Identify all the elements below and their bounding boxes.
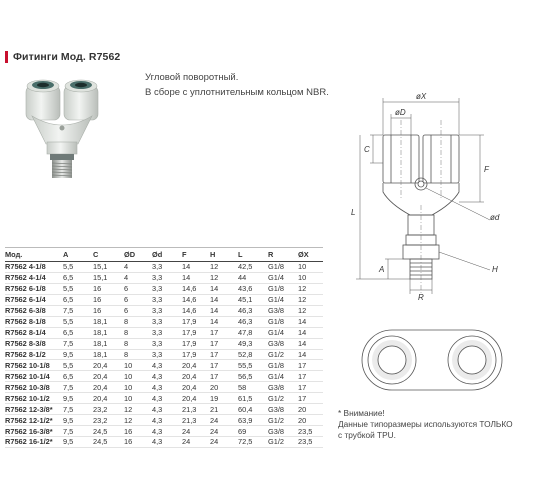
dim-label-phi-d-small: ød (490, 213, 500, 222)
value-cell: 3,3 (152, 305, 182, 316)
value-cell: 8 (124, 327, 152, 338)
value-cell: 56,5 (238, 371, 268, 382)
value-cell: 10 (124, 360, 152, 371)
value-cell: 12 (124, 404, 152, 415)
table-row (5, 327, 323, 338)
value-cell: 4,3 (152, 404, 182, 415)
value-cell: 15,1 (93, 272, 124, 283)
model-cell: R7562 10-1/2 (5, 393, 63, 404)
value-cell: 14 (182, 262, 210, 273)
value-cell: 24 (210, 426, 238, 437)
model-cell: R7562 4-1/8 (5, 262, 63, 273)
value-cell: 9,5 (63, 415, 93, 426)
value-cell: 4,3 (152, 382, 182, 393)
value-cell: 6 (124, 283, 152, 294)
value-cell: G1/2 (268, 437, 298, 448)
value-cell: 17,9 (182, 349, 210, 360)
value-cell: 21,3 (182, 404, 210, 415)
value-cell: 69 (238, 426, 268, 437)
value-cell: 43,6 (238, 283, 268, 294)
dim-label-phi-x: øX (416, 92, 427, 101)
value-cell: 23,2 (93, 415, 124, 426)
value-cell: 24 (182, 437, 210, 448)
column-header: Мод. (5, 248, 63, 262)
value-cell: 6,5 (63, 371, 93, 382)
dim-label-phi-d: øD (395, 108, 406, 117)
value-cell: 46,3 (238, 305, 268, 316)
value-cell: 20 (298, 415, 323, 426)
value-cell: 20,4 (93, 393, 124, 404)
value-cell: 24,5 (93, 426, 124, 437)
dim-label-l: L (351, 208, 356, 217)
value-cell: 44 (238, 272, 268, 283)
model-cell: R7562 16-1/2* (5, 437, 63, 448)
value-cell: 14 (210, 283, 238, 294)
column-header: L (238, 248, 268, 262)
value-cell: 14 (298, 338, 323, 349)
value-cell: 9,5 (63, 349, 93, 360)
table-row (5, 294, 323, 305)
table-row (5, 349, 323, 360)
value-cell: 14 (298, 316, 323, 327)
value-cell: 12 (124, 415, 152, 426)
value-cell: 6,5 (63, 327, 93, 338)
spec-table (5, 247, 323, 448)
value-cell: 3,3 (152, 283, 182, 294)
value-cell: 3,3 (152, 327, 182, 338)
value-cell: 20,4 (182, 360, 210, 371)
value-cell: 55,5 (238, 360, 268, 371)
value-cell: G1/4 (268, 371, 298, 382)
model-cell: R7562 16-3/8* (5, 426, 63, 437)
value-cell: 14 (182, 272, 210, 283)
value-cell: 5,5 (63, 316, 93, 327)
table-row (5, 316, 323, 327)
value-cell: 16 (124, 426, 152, 437)
value-cell: 46,3 (238, 316, 268, 327)
value-cell: 4 (124, 262, 152, 273)
table-row (5, 360, 323, 371)
value-cell: 18,1 (93, 327, 124, 338)
model-cell: R7562 8-1/4 (5, 327, 63, 338)
column-header: ØX (298, 248, 323, 262)
value-cell: 17 (210, 371, 238, 382)
value-cell: 17 (210, 338, 238, 349)
value-cell: 3,3 (152, 349, 182, 360)
value-cell: 16 (124, 437, 152, 448)
value-cell: 12 (298, 305, 323, 316)
value-cell: 10 (124, 382, 152, 393)
value-cell: 17 (210, 327, 238, 338)
product-photo (22, 72, 102, 182)
column-header: R (268, 248, 298, 262)
table-row (5, 393, 323, 404)
value-cell: 17 (298, 393, 323, 404)
value-cell: 7,5 (63, 404, 93, 415)
value-cell: 4,3 (152, 426, 182, 437)
value-cell: G1/2 (268, 415, 298, 426)
value-cell: 15,1 (93, 262, 124, 273)
model-cell: R7562 8-3/8 (5, 338, 63, 349)
value-cell: 18,1 (93, 338, 124, 349)
dim-label-r: R (418, 293, 424, 302)
model-cell: R7562 10-1/8 (5, 360, 63, 371)
table-row (5, 382, 323, 393)
table-row (5, 283, 323, 294)
value-cell: 4,3 (152, 371, 182, 382)
value-cell: 3,3 (152, 262, 182, 273)
value-cell: 14,6 (182, 294, 210, 305)
value-cell: G1/4 (268, 272, 298, 283)
value-cell: 16 (93, 294, 124, 305)
description-line-2: В сборе с уплотнительным кольцом NBR. (145, 87, 329, 98)
model-cell: R7562 10-3/8 (5, 382, 63, 393)
column-header: Ød (152, 248, 182, 262)
value-cell: G3/8 (268, 305, 298, 316)
value-cell: 23,2 (93, 404, 124, 415)
value-cell: 42,5 (238, 262, 268, 273)
column-header: H (210, 248, 238, 262)
value-cell: G1/8 (268, 360, 298, 371)
model-cell: R7562 12-1/2* (5, 415, 63, 426)
value-cell: 8 (124, 316, 152, 327)
dim-label-h: H (492, 265, 498, 274)
value-cell: 17 (210, 349, 238, 360)
table-row (5, 262, 323, 273)
value-cell: 3,3 (152, 272, 182, 283)
note-line-1: * Внимание! (338, 408, 385, 418)
value-cell: 4 (124, 272, 152, 283)
value-cell: 20,4 (93, 360, 124, 371)
value-cell: 20,4 (93, 371, 124, 382)
value-cell: 14 (298, 327, 323, 338)
model-cell: R7562 10-1/4 (5, 371, 63, 382)
value-cell: 14 (210, 316, 238, 327)
value-cell: G1/8 (268, 262, 298, 273)
value-cell: 24 (210, 415, 238, 426)
value-cell: 12 (210, 272, 238, 283)
value-cell: 63,9 (238, 415, 268, 426)
accent-bar (5, 51, 8, 63)
table-header-row (5, 248, 323, 262)
table-row (5, 426, 323, 437)
value-cell: G1/2 (268, 349, 298, 360)
technical-drawing-side (330, 80, 540, 310)
dim-label-f: F (484, 165, 489, 174)
table-row (5, 338, 323, 349)
value-cell: 14 (210, 294, 238, 305)
note-line-3: с трубкой TPU. (338, 430, 396, 440)
value-cell: 17 (298, 371, 323, 382)
value-cell: 45,1 (238, 294, 268, 305)
value-cell: 4,3 (152, 415, 182, 426)
value-cell: 18,1 (93, 349, 124, 360)
value-cell: G1/4 (268, 294, 298, 305)
value-cell: 24 (182, 426, 210, 437)
value-cell: 7,5 (63, 338, 93, 349)
value-cell: 14 (298, 349, 323, 360)
column-header: C (93, 248, 124, 262)
table-row (5, 415, 323, 426)
value-cell: 9,5 (63, 393, 93, 404)
value-cell: 6 (124, 305, 152, 316)
value-cell: 23,5 (298, 426, 323, 437)
value-cell: G3/8 (268, 338, 298, 349)
value-cell: G1/8 (268, 283, 298, 294)
value-cell: G1/4 (268, 327, 298, 338)
value-cell: 14 (210, 305, 238, 316)
value-cell: 24 (210, 437, 238, 448)
table-row (5, 371, 323, 382)
model-cell: R7562 4-1/4 (5, 272, 63, 283)
value-cell: 61,5 (238, 393, 268, 404)
value-cell: 12 (298, 283, 323, 294)
value-cell: 9,5 (63, 437, 93, 448)
value-cell: 20 (210, 382, 238, 393)
value-cell: 3,3 (152, 338, 182, 349)
value-cell: 60,4 (238, 404, 268, 415)
note-line-2: Данные типоразмеры используются ТОЛЬКО (338, 419, 513, 429)
value-cell: 8 (124, 338, 152, 349)
value-cell: 24,5 (93, 437, 124, 448)
value-cell: 4,3 (152, 393, 182, 404)
value-cell: 10 (124, 393, 152, 404)
value-cell: 10 (298, 262, 323, 273)
page-title: Фитинги Мод. R7562 (13, 51, 121, 63)
value-cell: 20,4 (182, 382, 210, 393)
value-cell: 20,4 (93, 382, 124, 393)
value-cell: 7,5 (63, 305, 93, 316)
table-row (5, 404, 323, 415)
column-header: A (63, 248, 93, 262)
column-header: ØD (124, 248, 152, 262)
value-cell: 5,5 (63, 262, 93, 273)
value-cell: 20 (298, 404, 323, 415)
value-cell: 3,3 (152, 294, 182, 305)
value-cell: 17,9 (182, 338, 210, 349)
value-cell: 14,6 (182, 305, 210, 316)
value-cell: G1/2 (268, 393, 298, 404)
value-cell: 17 (298, 360, 323, 371)
dim-label-a: A (379, 265, 385, 274)
dim-label-c: C (364, 145, 370, 154)
table-row (5, 437, 323, 448)
value-cell: 23,5 (298, 437, 323, 448)
value-cell: G3/8 (268, 382, 298, 393)
value-cell: 8 (124, 349, 152, 360)
model-cell: R7562 8-1/2 (5, 349, 63, 360)
value-cell: 10 (298, 272, 323, 283)
value-cell: 7,5 (63, 382, 93, 393)
value-cell: 20,4 (182, 371, 210, 382)
technical-drawing-top (352, 325, 512, 395)
value-cell: 72,5 (238, 437, 268, 448)
value-cell: 17 (298, 382, 323, 393)
table-row (5, 305, 323, 316)
model-cell: R7562 6-1/8 (5, 283, 63, 294)
value-cell: 4,3 (152, 360, 182, 371)
value-cell: 16 (93, 283, 124, 294)
value-cell: 49,3 (238, 338, 268, 349)
value-cell: 18,1 (93, 316, 124, 327)
value-cell: 17,9 (182, 327, 210, 338)
value-cell: 5,5 (63, 283, 93, 294)
table-row (5, 272, 323, 283)
model-cell: R7562 12-3/8* (5, 404, 63, 415)
value-cell: 6,5 (63, 294, 93, 305)
value-cell: 4,3 (152, 437, 182, 448)
note-block (338, 408, 513, 441)
value-cell: 16 (93, 305, 124, 316)
value-cell: 12 (210, 262, 238, 273)
value-cell: 6,5 (63, 272, 93, 283)
value-cell: G3/8 (268, 426, 298, 437)
value-cell: 7,5 (63, 426, 93, 437)
value-cell: 58 (238, 382, 268, 393)
value-cell: 19 (210, 393, 238, 404)
product-description (145, 70, 329, 100)
value-cell: G3/8 (268, 404, 298, 415)
value-cell: 14,6 (182, 283, 210, 294)
value-cell: 21,3 (182, 415, 210, 426)
column-header: F (182, 248, 210, 262)
value-cell: 6 (124, 294, 152, 305)
value-cell: 5,5 (63, 360, 93, 371)
model-cell: R7562 6-1/4 (5, 294, 63, 305)
model-cell: R7562 8-1/8 (5, 316, 63, 327)
value-cell: 52,8 (238, 349, 268, 360)
value-cell: 17,9 (182, 316, 210, 327)
value-cell: 47,8 (238, 327, 268, 338)
description-line-1: Угловой поворотный. (145, 72, 239, 83)
section-header (5, 50, 120, 64)
value-cell: 10 (124, 371, 152, 382)
value-cell: 20,4 (182, 393, 210, 404)
value-cell: 3,3 (152, 316, 182, 327)
value-cell: 21 (210, 404, 238, 415)
value-cell: G1/8 (268, 316, 298, 327)
value-cell: 17 (210, 360, 238, 371)
value-cell: 12 (298, 294, 323, 305)
model-cell: R7562 6-3/8 (5, 305, 63, 316)
